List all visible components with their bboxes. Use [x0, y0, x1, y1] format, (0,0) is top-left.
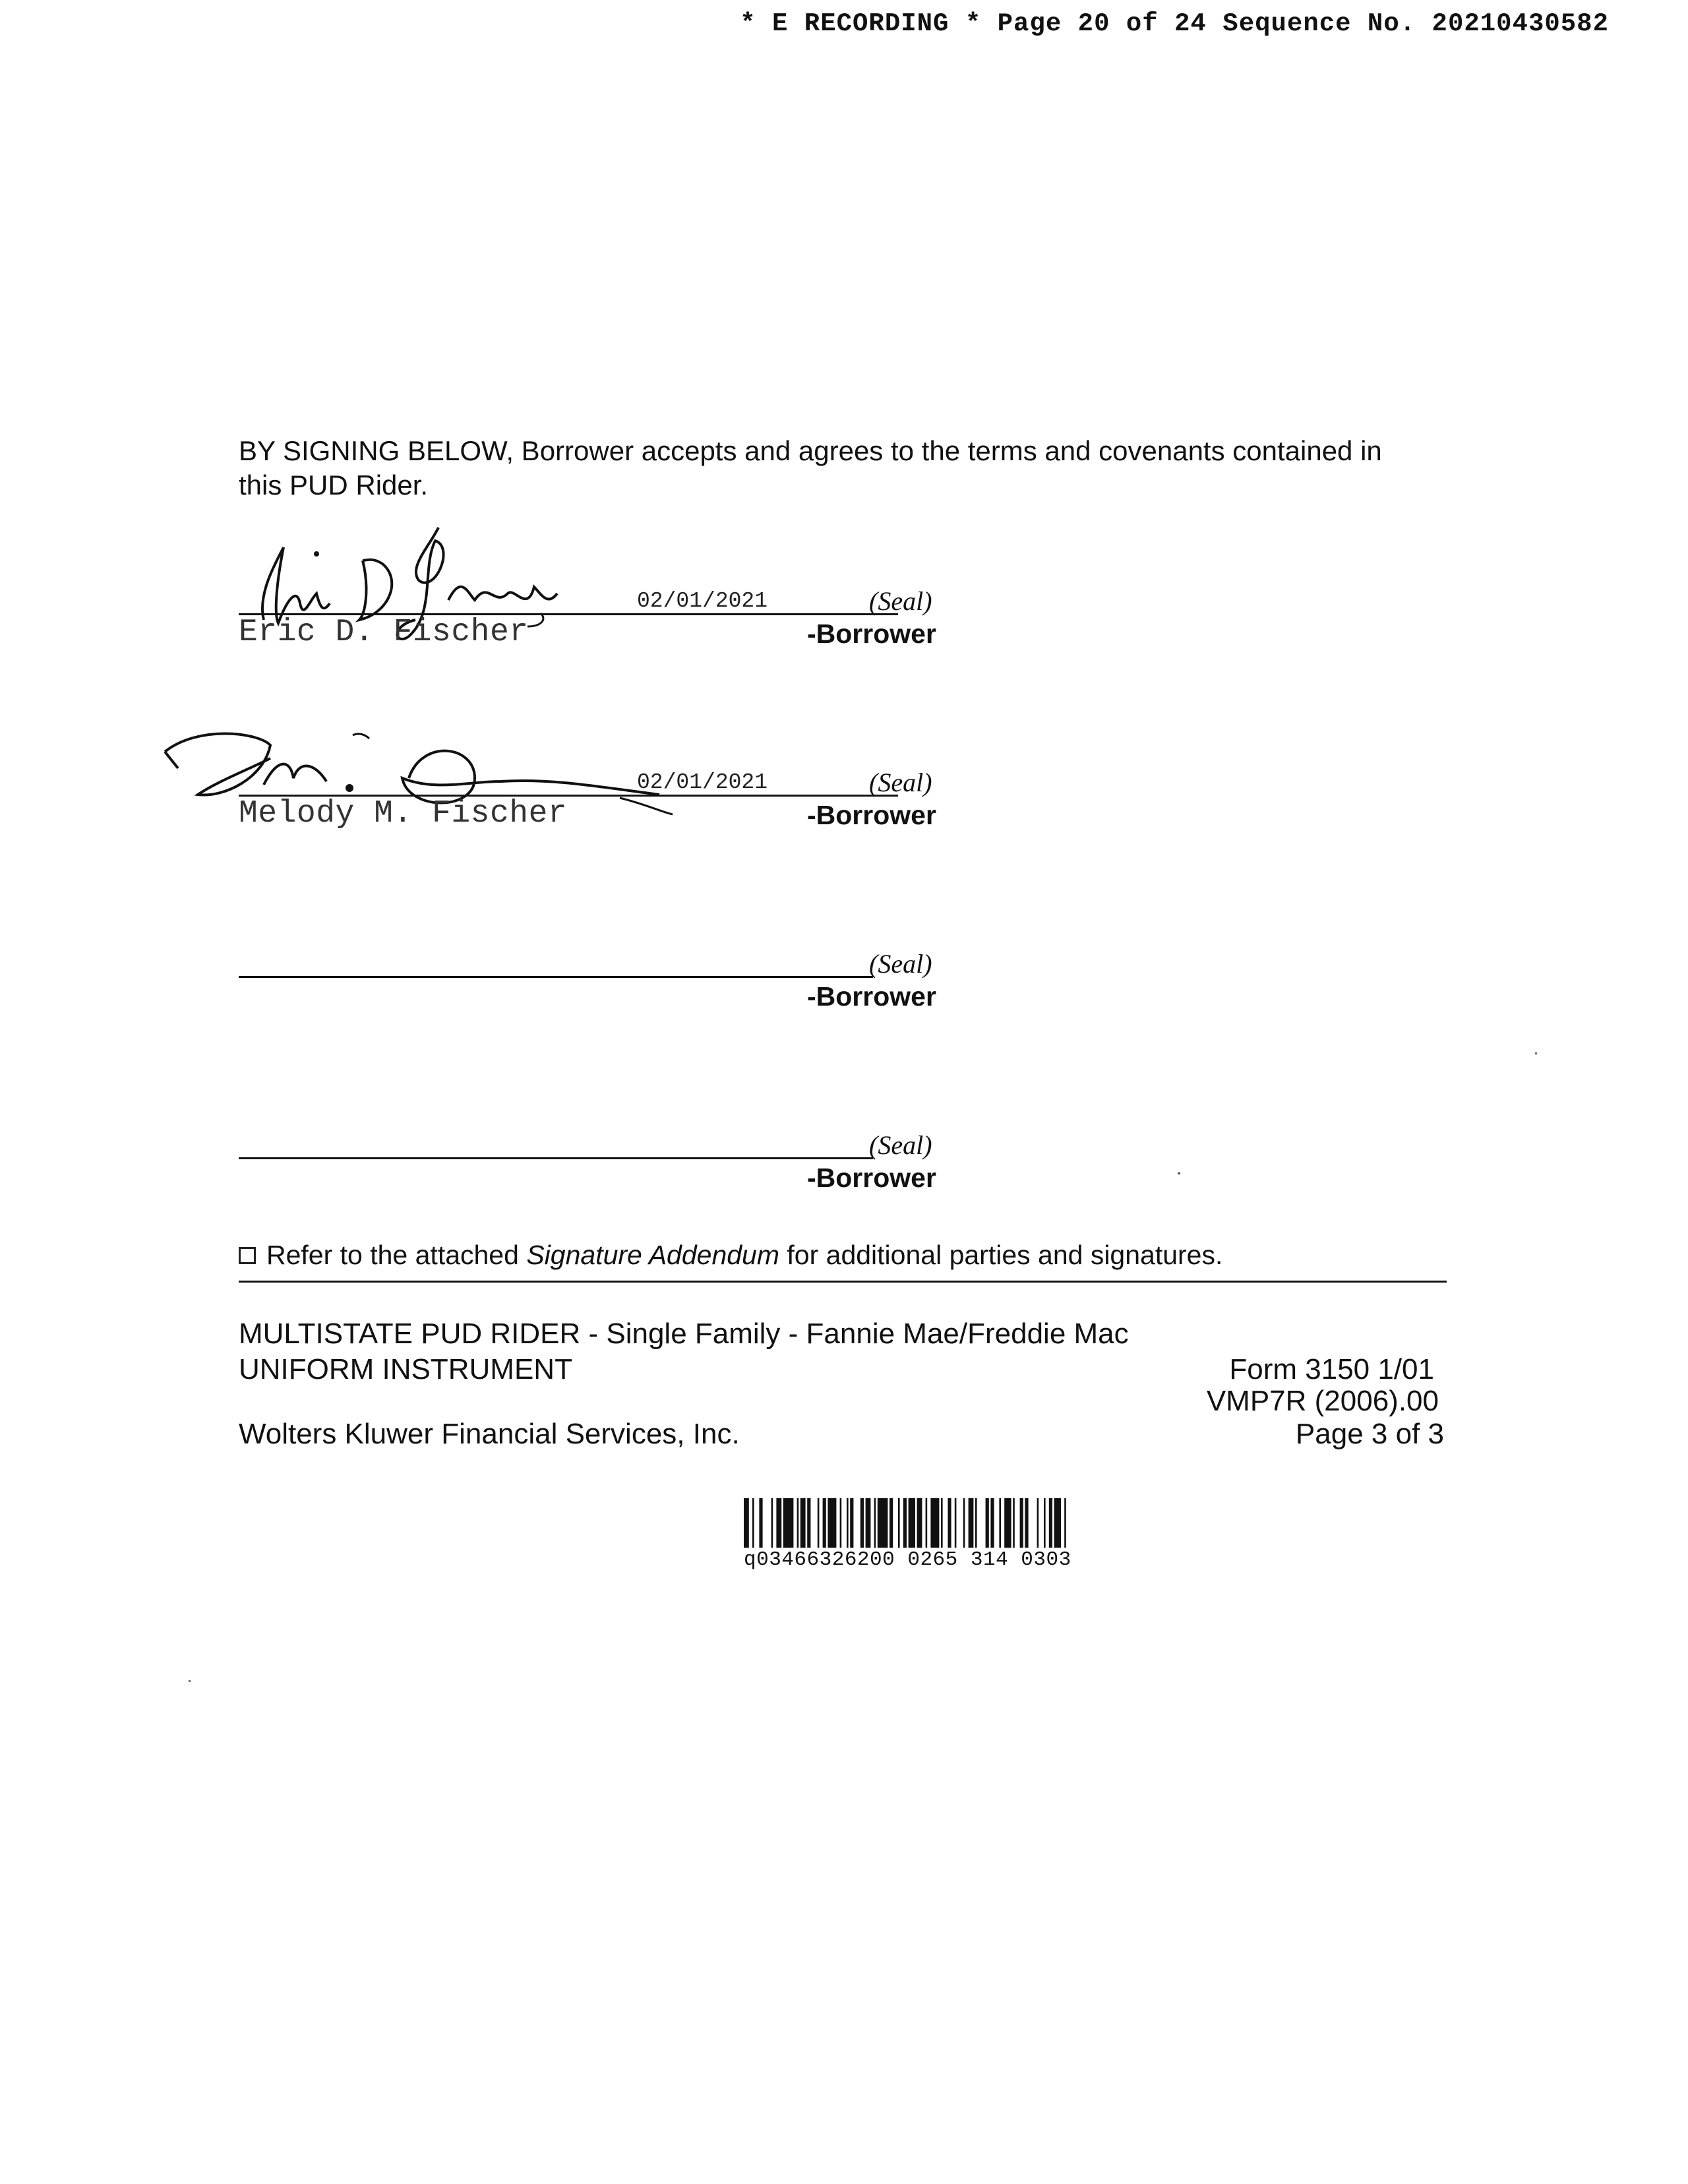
barcode-bar: [776, 1498, 781, 1548]
signing-statement: BY SIGNING BELOW, Borrower accepts and agrees to the terms and covenants contained in this PUD Rider.: [239, 435, 1382, 501]
barcode-bar: [744, 1498, 749, 1548]
barcode-bar: [990, 1498, 994, 1548]
form-title: MULTISTATE PUD RIDER - Single Family - Fannie Mae/Freddie Mac: [239, 1318, 1129, 1350]
scan-speck: [1178, 1172, 1180, 1174]
barcode-bar: [941, 1498, 943, 1548]
addendum-emphasis: Signature Addendum: [526, 1240, 780, 1270]
barcode-bar: [797, 1498, 799, 1548]
barcode-bar: [975, 1498, 977, 1548]
form-version: VMP7R (2006).00: [1206, 1385, 1439, 1417]
seal-label: (Seal): [869, 949, 932, 979]
barcode-bar: [1025, 1498, 1028, 1548]
seal-label: (Seal): [869, 768, 932, 797]
scan-speck: [1535, 1052, 1537, 1054]
barcode-bar: [807, 1498, 810, 1548]
signature-addendum-note: [239, 1240, 1222, 1271]
barcode-bar: [909, 1498, 915, 1548]
barcode-image: [744, 1498, 1219, 1548]
barcode-bar: [874, 1498, 876, 1548]
barcode-bar: [759, 1498, 762, 1548]
barcode-bar: [955, 1498, 957, 1548]
barcode-bar: [828, 1498, 836, 1548]
barcode-bar: [783, 1498, 794, 1548]
borrower-label: -Borrower: [807, 619, 936, 649]
barcode-bar: [889, 1498, 893, 1548]
form-number: Form 3150 1/01: [1229, 1353, 1434, 1385]
publisher-name: Wolters Kluwer Financial Services, Inc.: [239, 1418, 740, 1450]
barcode-bar: [878, 1498, 888, 1548]
barcode-bar: [818, 1498, 820, 1548]
barcode-bar: [1064, 1498, 1066, 1548]
barcode-bar: [926, 1498, 928, 1548]
addendum-prefix: Refer to the attached: [266, 1240, 527, 1270]
barcode-bar: [1004, 1498, 1011, 1548]
addendum-suffix: for additional parties and signatures.: [779, 1240, 1223, 1270]
barcode-bar: [1044, 1498, 1046, 1548]
barcode-bar: [986, 1498, 989, 1548]
barcode-bar: [860, 1498, 864, 1548]
barcode-bar: [1054, 1498, 1061, 1548]
signature-line-4: [239, 1157, 873, 1159]
addendum-checkbox[interactable]: [239, 1247, 256, 1264]
signature-line-3: [239, 976, 873, 978]
barcode-bar: [1049, 1498, 1052, 1548]
page-number: Page 3 of 3: [1295, 1418, 1444, 1450]
barcode-bar: [1013, 1498, 1015, 1548]
barcode-bar: [866, 1498, 871, 1548]
barcode-bar: [948, 1498, 951, 1548]
barcode-bar: [771, 1498, 773, 1548]
signature-date: 02/01/2021: [637, 770, 768, 795]
barcode-bar: [1037, 1498, 1039, 1548]
barcode-bar: [800, 1498, 806, 1548]
barcode-bar: [969, 1498, 974, 1548]
barcode-bar: [917, 1498, 922, 1548]
uniform-instrument-label: UNIFORM INSTRUMENT: [239, 1353, 572, 1385]
footer-divider: [239, 1281, 1447, 1283]
borrower-label: -Borrower: [807, 800, 936, 830]
seal-label: (Seal): [869, 586, 932, 616]
barcode-bar: [850, 1498, 853, 1548]
signature-date: 02/01/2021: [637, 589, 768, 613]
printed-name: Eric D. Fischer: [239, 615, 529, 650]
borrower-label: -Borrower: [807, 1163, 936, 1193]
borrower-label: -Borrower: [807, 981, 936, 1012]
barcode-bar: [847, 1498, 849, 1548]
barcode-bar: [963, 1498, 965, 1548]
recording-header: * E RECORDING * Page 20 of 24 Sequence No. 20210430582: [740, 9, 1609, 38]
scan-speck: [189, 1680, 191, 1682]
barcode-digits: q03466326200 0265 314 0303: [744, 1548, 1071, 1571]
barcode-bar: [1020, 1498, 1023, 1548]
printed-name: Melody M. Fischer: [239, 796, 568, 832]
barcode-bar: [840, 1498, 842, 1548]
barcode-bar: [898, 1498, 900, 1548]
barcode-bar: [903, 1498, 907, 1548]
barcode-bar: [823, 1498, 826, 1548]
seal-label: (Seal): [869, 1130, 932, 1160]
barcode-bar: [752, 1498, 754, 1548]
barcode-bar: [930, 1498, 939, 1548]
barcode-bar: [999, 1498, 1001, 1548]
